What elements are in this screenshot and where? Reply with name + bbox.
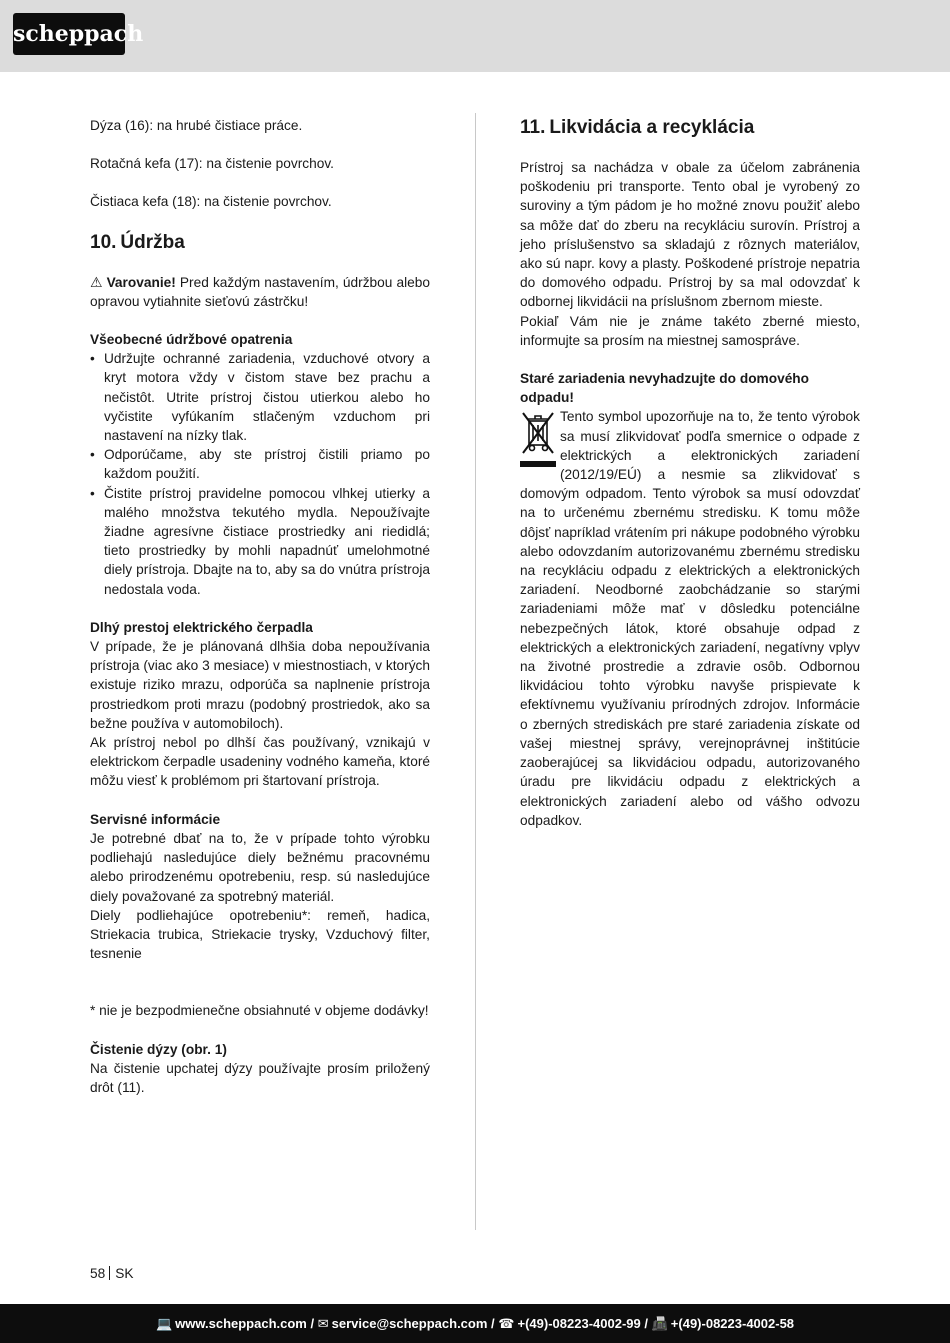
footer-separator: / [644, 1316, 648, 1331]
nozzle-cleaning-heading: Čistenie dýzy (obr. 1) [90, 1041, 227, 1057]
warning-icon: ⚠ [90, 273, 103, 290]
pump-downtime-paragraph-1: V prípade, že je plánovaná dlhšia doba nepoužívania prístroja (viac ako 3 mesiace) v miestnostiach, v ktorých existuje riziko mrazu, odporúča sa naplnenie prístroja prostriedkom proti mrazu (podobný prostriedok, ako sa bežne používa v automobiloch). [90, 639, 430, 731]
section-11-number: 11. [520, 117, 546, 138]
brand-logo: scheppach [13, 13, 125, 55]
page-separator [109, 1266, 110, 1280]
list-item: • Odporúčame, aby ste prístroj čistili priamo po každom použití. [90, 445, 430, 483]
column-divider [475, 113, 476, 1230]
old-devices-text: Tento symbol upozorňuje na to, že tento výrobok sa musí zlikvidovať podľa smernice o odpade z elektrických a elektronických zariadení (2012/19/EÚ) a nesmie sa zlikvidovať s domovým odpadom. Tento výrobok sa musí odovzdať na to určenému zbernému stredisku. K tomu môže dôjsť napríklad vrátením pri nákupe podobného výrobku alebo odovzdaním autorizovanému zbernému stredisku na recykláciu odpadu z elektrických a elektronických zariadení. Neodborné zaobchádzanie so starými zariadeniami môže mať v dôsledku potenciálne nebezpečných látok, ktoré obsahuje odpad z elektrických a elektronických zariadení, negatívny vplyv na životné prostredie a zdravie osôb. Odbornou likvidáciou tohto výrobku navyše prispievate k efektívnemu využívaniu prírodných zdrojov. Informácie o zberných strediskách pre staré zariadenia získate od vašej miestnej správy, verejnoprávnej inštitúcie zaoberajúcej sa likvidáciou odpadu, autorizovaného úradu pre likvidáciu odpadu z elektrických a elektronických zariadení alebo od vášho odvozu odpadkov. [520, 409, 860, 828]
warning-title: Varovanie! [106, 274, 176, 290]
weee-block [520, 407, 860, 829]
section-10-heading [90, 231, 430, 255]
language-code: SK [115, 1266, 134, 1281]
general-maintenance-list [90, 349, 430, 599]
intro-line-rotary-brush: Rotačná kefa (17): na čistenie povrchov. [90, 156, 334, 172]
disposal-paragraph-1: Prístroj sa nachádza v obale za účelom zabránenia poškodeniu pri transporte. Tento obal je vyrobený zo suroviny a tým pádom je ho možné znovu použiť alebo sa môže dať do zberu na recykláciu surovín. Prístroj a jeho príslušenstvo sa skladajú z rôznych materiálov, ako sú napr. kovy a plasty. Poškodené prístroje nepatria do domového odpadu. Prístroj by sa mal odovzdať k odbornej likvidácii na príslušnom zbernom mieste. [520, 160, 860, 310]
warning-paragraph [90, 273, 430, 311]
nozzle-cleaning-text: Na čistenie upchatej dýzy používajte prosím priložený drôt (11). [90, 1060, 430, 1095]
phone-icon: ☎ [498, 1316, 515, 1331]
footer-separator: / [310, 1316, 315, 1331]
old-devices-heading: Staré zariadenia nevyhadzujte do domového odpadu! [520, 371, 810, 406]
service-info-paragraph-2: Diely podliehajúce opotrebeniu*: remeň, hadica, Striekacia trubica, Striekacie trysky, Vzduchový filter, tesnenie [90, 907, 430, 962]
left-column [90, 116, 430, 1097]
general-maintenance-heading: Všeobecné údržbové opatrenia [90, 332, 293, 348]
computer-icon: 💻 [155, 1316, 173, 1331]
page-number: 58 [90, 1266, 106, 1281]
mail-icon: ✉ [317, 1316, 329, 1331]
footer-separator: / [491, 1316, 495, 1331]
header-band [0, 0, 950, 72]
section-11-heading [520, 116, 860, 140]
crossed-out-bin-icon [520, 409, 556, 467]
service-info-paragraph-1: Je potrebné dbať na to, že v prípade tohto výrobku podliehajú nasledujúce diely bežnému pracovnému alebo prirodzenému opotrebeniu, resp. sú nasledujúce diely považované za spotrebný materiál. [90, 830, 430, 904]
disposal-paragraph-2: Pokiaľ Vám nie je známe takéto zberné miesto, informujte sa prosím na miestnej samospráve. [520, 313, 860, 348]
section-11-title: Likvidácia a recyklácia [549, 117, 755, 138]
intro-line-nozzle: Dýza (16): na hrubé čistiace práce. [90, 118, 303, 133]
section-10-number: 10. [90, 231, 117, 253]
weee-underline-bar [520, 461, 556, 467]
fax-icon: 📠 [651, 1316, 668, 1331]
pump-downtime-heading: Dlhý prestoj elektrického čerpadla [90, 619, 313, 635]
fax-number: +(49)-08223-4002-58 [670, 1316, 795, 1331]
pump-downtime-paragraph-2: Ak prístroj nebol po dlhší čas používaný, vznikajú v elektrickom čerpadle usadeniny vodného kameňa, ktoré môžu viesť k problémom pri štartovaní prístroja. [90, 735, 430, 789]
list-item: • Čistite prístroj pravidelne pomocou vlhkej utierky a malého množstva tekutého mydla. Nepoužívajte žiadne agresívne čistiace prostriedky ani riedidlá; tieto prostriedky by mohli napadnúť umelohmotné diely prístroja. Dbajte na to, aby sa do vnútra prístroja nedostala voda. [90, 484, 430, 599]
warning-text: Pred každým nastavením, údržbou alebo opravou vytiahnite sieťovú zástrčku! [90, 274, 430, 309]
footnote: * nie je bezpodmienečne obsiahnuté v objeme dodávky! [90, 1003, 429, 1019]
section-10-title: Údržba [120, 231, 185, 253]
phone-number: +(49)-08223-4002-99 [517, 1316, 641, 1331]
website-link[interactable]: www.scheppach.com [175, 1316, 307, 1331]
intro-line-cleaning-brush: Čistiaca kefa (18): na čistenie povrchov. [90, 194, 332, 210]
list-item: • Udržujte ochranné zariadenia, vzduchové otvory a kryt motora vždy v čistom stave bez prachu a nečistôt. Utrite prístroj čistou utierkou alebo ho vyčistite vyfúkaním stlačeným vzduchom pri nastavení na nízky tlak. [90, 349, 430, 445]
service-info-heading: Servisné informácie [90, 811, 221, 827]
page-footer-number [90, 1264, 134, 1283]
email-link[interactable]: service@scheppach.com [331, 1316, 488, 1331]
contact-footer [0, 1304, 950, 1343]
right-column [520, 116, 860, 830]
